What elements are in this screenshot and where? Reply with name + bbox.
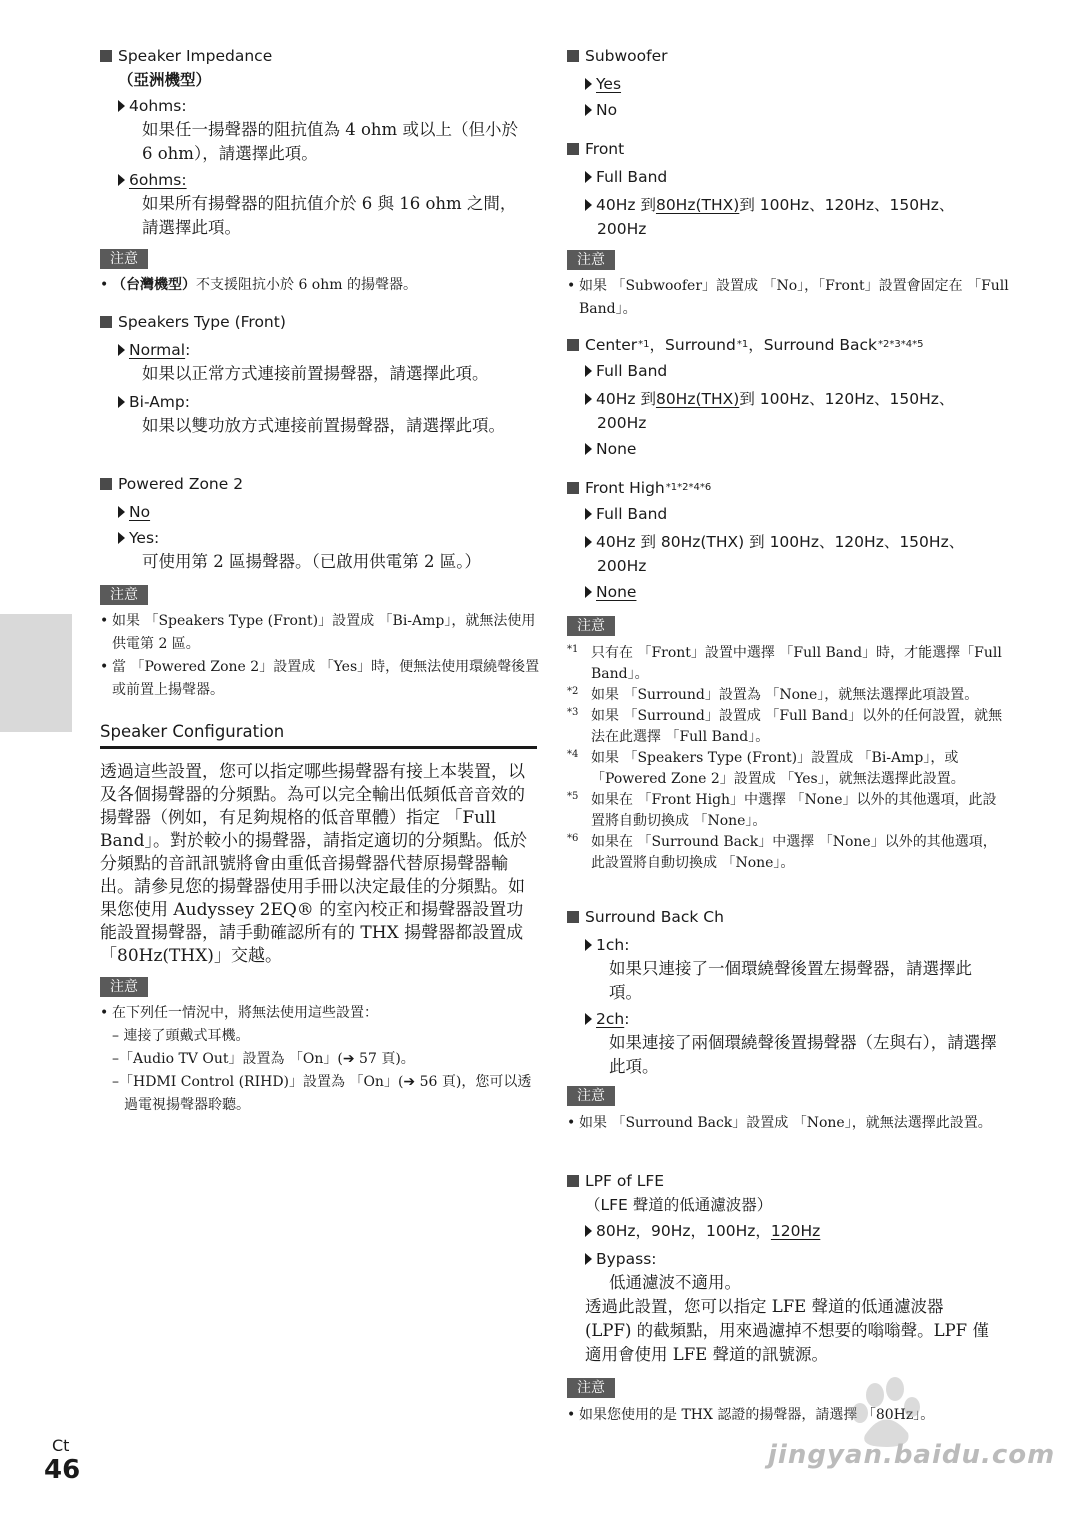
- square-bullet-icon: [567, 911, 579, 923]
- impedance-heading: Speaker Impedance: [100, 44, 540, 68]
- note-item: • 如果您使用的是 THX 認證的揚聲器，請選擇 「80Hz」。: [567, 1404, 1019, 1427]
- option-full-band: Full Band: [585, 502, 1007, 526]
- footnote: *4 如果 「Speakers Type (Front)」設置成 「Bi-Amp」，或「Powered Zone 2」設置成 「Yes」，就無法選擇此設置。: [567, 749, 965, 787]
- lpf-section: [567, 1169, 1007, 1367]
- option-1ch: 1ch:: [585, 933, 1007, 957]
- powered-zone-heading: Powered Zone 2: [100, 472, 540, 496]
- triangle-bullet-icon: [118, 532, 125, 544]
- impedance-section: [100, 44, 540, 240]
- option-frequencies: 80Hz，90Hz，100Hz， 120Hz: [585, 1219, 1007, 1243]
- page-number: 46: [44, 1455, 81, 1485]
- front-section: [567, 137, 1007, 241]
- center-heading: Center *1 ，Surround *1 ，Surround Back *2*3*4*5: [567, 333, 1007, 357]
- surround-back-ch-heading: Surround Back Ch: [567, 905, 1007, 929]
- option-full-band: Full Band: [585, 359, 1007, 383]
- triangle-bullet-icon: [585, 365, 592, 377]
- footnote: *3 如果 「Surround」設置成 「Full Band」以外的任何設置，就無法在此選擇 「Full Band」。: [567, 707, 1003, 745]
- option-2ch-desc: 如果連接了兩個環繞聲後置揚聲器（左與右），請選擇此項。: [609, 1033, 997, 1076]
- option-normal-desc: 如果以正常方式連接前置揚聲器，請選擇此項。: [142, 364, 489, 383]
- triangle-bullet-icon: [585, 199, 592, 211]
- note-item: • （台灣機型）不支援阻抗小於 6 ohm 的揚聲器。: [100, 274, 552, 297]
- option-biamp: Bi-Amp:: [118, 390, 540, 414]
- option-biamp-desc: 如果以雙功放方式連接前置揚聲器，請選擇此項。: [142, 416, 505, 435]
- note-badge: 注意: [100, 584, 148, 605]
- option-crossover: 40Hz 到 80Hz(THX) 到 100Hz、120Hz、150Hz、: [585, 387, 1007, 411]
- note-badge: 注意: [100, 976, 148, 997]
- footnote: *6 如果在 「Surround Back」中選擇 「None」以外的其他選項，此設置將自動切換成 「None」。: [567, 833, 997, 871]
- footnote: *2 如果 「Surround」設置為 「None」，就無法選擇此項設置。: [567, 686, 979, 703]
- square-bullet-icon: [567, 1175, 579, 1187]
- triangle-bullet-icon: [585, 508, 592, 520]
- square-bullet-icon: [100, 316, 112, 328]
- note-badge: 注意: [567, 1085, 615, 1106]
- triangle-bullet-icon: [585, 1013, 592, 1025]
- triangle-bullet-icon: [585, 78, 592, 90]
- triangle-bullet-icon: [118, 344, 125, 356]
- option-crossover: 40Hz 到 80Hz(THX) 到 100Hz、120Hz、150Hz、: [585, 530, 1007, 554]
- triangle-bullet-icon: [585, 443, 592, 455]
- note-subitem: –「Audio TV Out」設置為 「On」(➔ 57 頁)。: [112, 1051, 415, 1067]
- watermark-url: jingyan.baidu.com: [768, 1440, 1056, 1470]
- option-yes-desc: 可使用第 2 區揚聲器。（已啟用供電第 2 區。）: [142, 552, 481, 571]
- triangle-bullet-icon: [585, 171, 592, 183]
- front-high-section: [567, 476, 1007, 604]
- subwoofer-section: [567, 44, 1007, 122]
- powered-zone-section: [100, 472, 540, 574]
- note-badge: 注意: [567, 615, 615, 636]
- triangle-bullet-icon: [585, 393, 592, 405]
- option-no: No: [118, 500, 540, 524]
- config-section: [100, 720, 537, 968]
- language-code: Ct: [52, 1436, 70, 1455]
- option-1ch-desc: 如果只連接了一個環繞聲後置左揚聲器，請選擇此項。: [609, 959, 972, 1002]
- note-item: • 在下列任一情況中，將無法使用這些設置：: [100, 1002, 540, 1025]
- option-6ohms-desc: 如果所有揚聲器的阻抗值介於 6 與 16 ohm 之間，請選擇此項。: [142, 194, 517, 237]
- triangle-bullet-icon: [585, 939, 592, 951]
- center-section: [567, 333, 1007, 461]
- option-bypass-desc: 低通濾波不適用。: [609, 1273, 741, 1292]
- square-bullet-icon: [567, 482, 579, 494]
- note-badge: 注意: [100, 248, 148, 269]
- triangle-bullet-icon: [118, 506, 125, 518]
- note-item: • 如果 「Surround Back」設置成 「None」，就無法選擇此設置。: [567, 1112, 1014, 1135]
- square-bullet-icon: [567, 143, 579, 155]
- option-4ohms-desc: 如果任一揚聲器的阻抗值為 4 ohm 或以上（但小於 6 ohm），請選擇此項。: [142, 120, 518, 163]
- option-crossover: 40Hz 到 80Hz(THX) 到 100Hz、120Hz、150Hz、: [585, 193, 1007, 217]
- note-subitem: – 連接了頭戴式耳機。: [112, 1028, 250, 1044]
- square-bullet-icon: [567, 339, 579, 351]
- triangle-bullet-icon: [585, 536, 592, 548]
- triangle-bullet-icon: [118, 396, 125, 408]
- triangle-bullet-icon: [118, 100, 125, 112]
- option-6ohms: 6ohms:: [118, 168, 540, 192]
- speakers-type-heading: Speakers Type (Front): [100, 310, 540, 334]
- note-item: • 如果 「Speakers Type (Front)」設置成 「Bi-Amp」，就無法使用供電第 2 區。: [100, 610, 540, 656]
- option-yes: Yes: [585, 72, 1007, 96]
- option-2ch: 2ch :: [585, 1007, 1007, 1031]
- footnote-list: [567, 643, 1007, 874]
- lpf-paragraph: 透過此設置，您可以指定 LFE 聲道的低通濾波器 (LPF) 的截頻點，用來過濾掉不想要的嗡嗡聲。LPF 僅適用會使用 LFE 聲道的訊號源。: [585, 1297, 989, 1364]
- option-none: None: [585, 437, 1007, 461]
- option-normal: Normal :: [118, 338, 540, 362]
- front-heading: Front: [567, 137, 1007, 161]
- footnote: *5 如果在 「Front High」中選擇 「None」以外的其他選項，此設置將自動切換成 「None」。: [567, 791, 997, 829]
- note-list: [100, 1002, 540, 1117]
- option-4ohms: 4ohms:: [118, 94, 540, 118]
- note-item: • 當 「Powered Zone 2」設置成 「Yes」時，便無法使用環繞聲後置或前置上揚聲器。: [100, 656, 540, 702]
- triangle-bullet-icon: [585, 586, 592, 598]
- option-full-band: Full Band: [585, 165, 1007, 189]
- option-no: No: [585, 98, 1007, 122]
- option-crossover-cont: 200Hz: [597, 557, 647, 575]
- triangle-bullet-icon: [118, 174, 125, 186]
- footnote: *1 只有在 「Front」設置中選擇 「Full Band」時，才能選擇「Full Band」。: [567, 644, 1002, 682]
- option-none: None: [585, 580, 1007, 604]
- lpf-heading: LPF of LFE: [567, 1169, 1007, 1193]
- note-subitem: –「HDMI Control (RIHD)」設置為 「On」(➔ 56 頁)，您可以透過電視揚聲器聆聽。: [112, 1074, 532, 1113]
- option-crossover-cont: 200Hz: [597, 414, 647, 432]
- option-yes: Yes:: [118, 526, 540, 550]
- surround-back-ch-section: [567, 905, 1007, 1079]
- square-bullet-icon: [100, 50, 112, 62]
- note-badge: 注意: [567, 249, 615, 270]
- note-item: • 如果 「Subwoofer」設置成 「No」，「Front」設置會固定在 「Full Band」。: [567, 275, 1009, 321]
- subwoofer-heading: Subwoofer: [567, 44, 1007, 68]
- note-badge: 注意: [567, 1377, 615, 1398]
- option-crossover-cont: 200Hz: [597, 220, 647, 238]
- speakers-type-section: [100, 310, 540, 438]
- square-bullet-icon: [100, 478, 112, 490]
- config-paragraph: 透過這些設置，您可以指定哪些揚聲器有接上本裝置，以及各個揚聲器的分頻點。為可以完全輸出低頻低音音效的揚聲器（例如，有足夠規格的低音單體）指定 「Full Band」。對於較小的揚聲器，請指定適切的分頻點。低於分頻點的音訊訊號將會由重低音揚聲器代替原揚聲器輸出。請參見您的揚聲器使用手冊以決定最佳的分頻點。如果您使用 Audyssey 2EQ® 的室內校正和揚聲器設置功能設置揚聲器，請手動確認所有的 THX 揚聲器都設置成 「80Hz(THX)」交越。: [100, 762, 527, 966]
- lpf-subtitle: （LFE 聲道的低通濾波器）: [585, 1196, 773, 1214]
- triangle-bullet-icon: [585, 1253, 592, 1265]
- note-list: [100, 610, 540, 702]
- region-label: （亞洲機型）: [118, 71, 212, 89]
- triangle-bullet-icon: [585, 104, 592, 116]
- square-bullet-icon: [567, 50, 579, 62]
- section-title: Speaker Configuration: [100, 720, 537, 749]
- front-high-heading: Front High *1*2*4*6: [567, 476, 1007, 500]
- triangle-bullet-icon: [585, 1225, 592, 1237]
- option-bypass: Bypass:: [585, 1247, 1007, 1271]
- side-tab: [0, 614, 72, 732]
